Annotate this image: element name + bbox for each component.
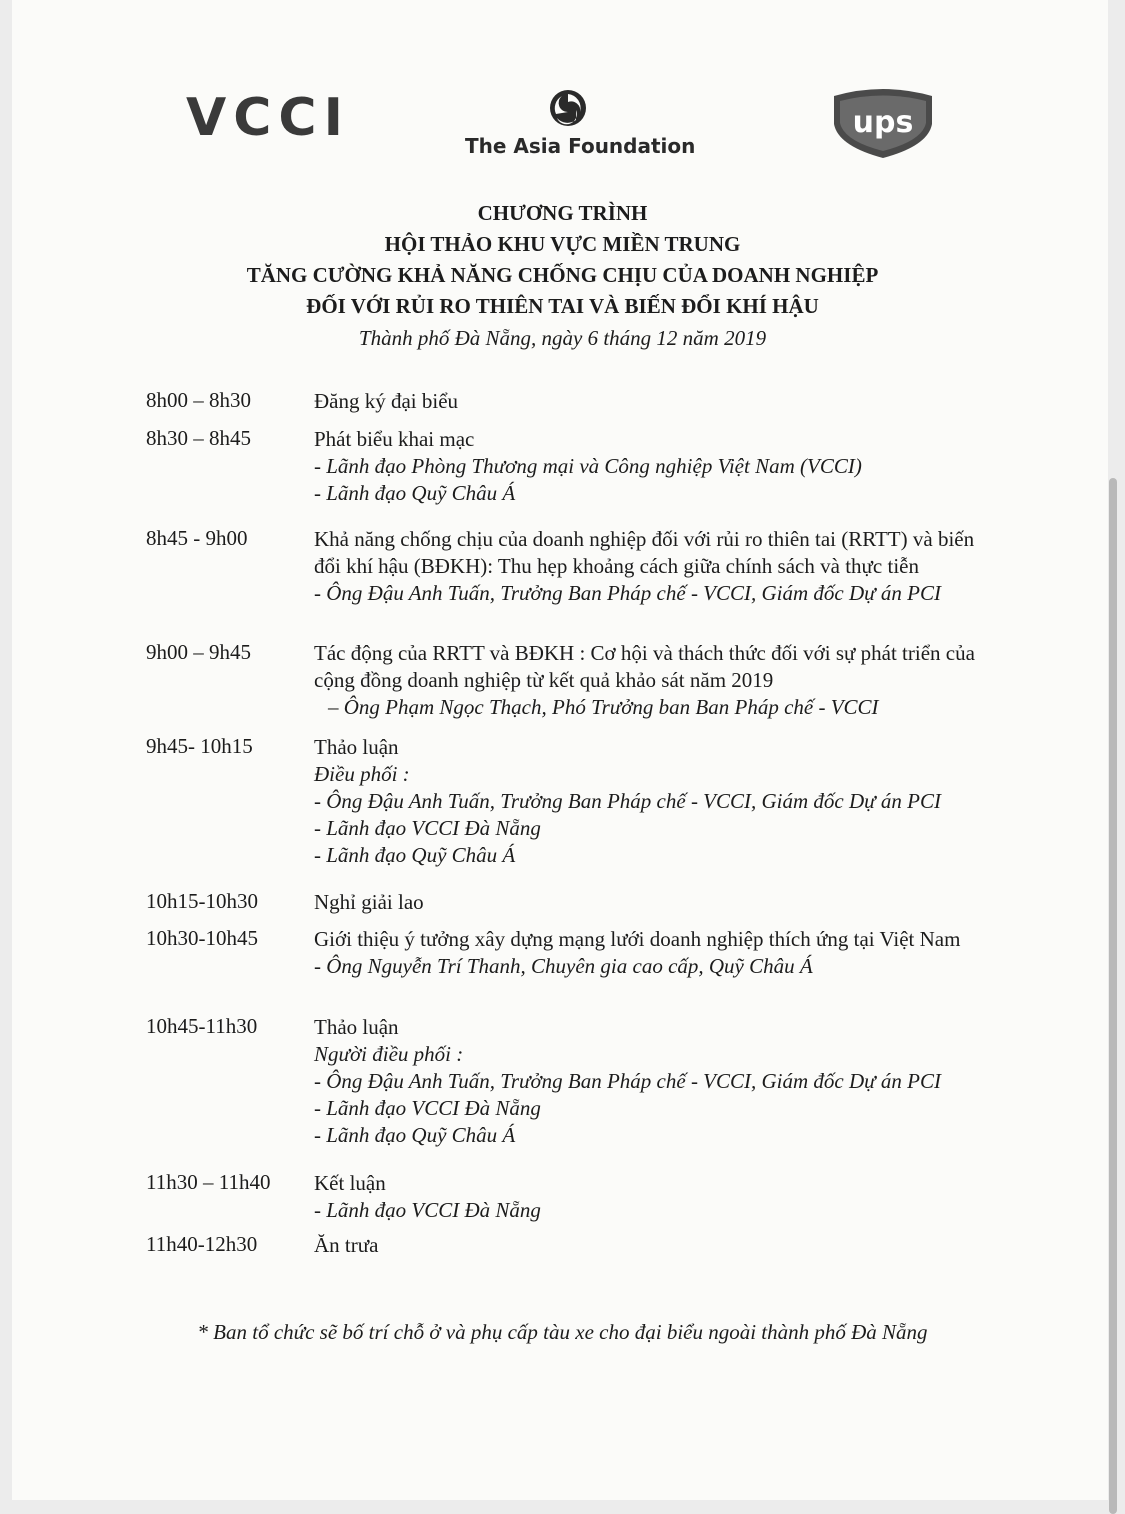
vcci-logo: VCCI	[186, 88, 350, 148]
agenda-topic-line: Tác động của RRTT và BĐKH : Cơ hội và thách thức đối với sự phát triển của cộng đồng doanh nghiệp từ kết quả khảo sát năm 2019	[314, 641, 975, 692]
agenda-time: 9h45- 10h15	[146, 734, 253, 758]
ups-logo	[828, 88, 938, 165]
document-title-block	[0, 198, 1125, 354]
agenda-speaker-line: - Ông Đậu Anh Tuấn, Trưởng Ban Pháp chế - VCCI, Giám đốc Dự án PCI	[314, 789, 941, 813]
agenda-description	[314, 1232, 984, 1259]
agenda-topic-line: Giới thiệu ý tưởng xây dựng mạng lưới doanh nghiệp thích ứng tại Việt Nam	[314, 927, 961, 951]
agenda-speaker-line: - Ông Nguyễn Trí Thanh, Chuyên gia cao cấp, Quỹ Châu Á	[314, 954, 813, 978]
agenda-description	[314, 1170, 984, 1224]
title-line-2: HỘI THẢO KHU VỰC MIỀN TRUNG	[384, 232, 741, 256]
agenda-speaker-line: – Ông Phạm Ngọc Thạch, Phó Trưởng ban Ban Pháp chế - VCCI	[328, 695, 879, 719]
asia-foundation-emblem-icon	[548, 88, 588, 128]
agenda-time: 11h40-12h30	[146, 1232, 258, 1256]
agenda-time: 8h30 – 8h45	[146, 426, 251, 450]
agenda-topic-line: Đăng ký đại biểu	[314, 389, 459, 413]
title-line-4: ĐỐI VỚI RỦI RO THIÊN TAI VÀ BIẾN ĐỔI KHÍ HẬU	[306, 294, 819, 318]
agenda-description	[314, 426, 984, 507]
agenda-speaker-line: - Ông Đậu Anh Tuấn, Trưởng Ban Pháp chế - VCCI, Giám đốc Dự án PCI	[314, 581, 941, 605]
agenda-time: 10h30-10h45	[146, 926, 258, 950]
agenda-time: 10h45-11h30	[146, 1014, 258, 1038]
agenda-speaker-line: - Lãnh đạo VCCI Đà Nẵng	[314, 816, 541, 840]
agenda-topic-line: Nghỉ giải lao	[314, 890, 424, 914]
footnote: * Ban tổ chức sẽ bố trí chỗ ở và phụ cấp tàu xe cho đại biểu ngoài thành phố Đà Nẵng	[197, 1320, 928, 1344]
agenda-description	[314, 889, 984, 916]
agenda-topic-line: Thảo luận	[314, 1015, 399, 1039]
agenda-description	[314, 926, 984, 980]
agenda-time: 11h30 – 11h40	[146, 1170, 271, 1194]
agenda-time: 8h45 - 9h00	[146, 526, 248, 550]
agenda-speaker-line: - Lãnh đạo VCCI Đà Nẵng	[314, 1096, 541, 1120]
asia-foundation-logo	[465, 88, 696, 158]
agenda-description	[314, 388, 984, 415]
ups-logo-text: ups	[852, 105, 914, 140]
agenda-description	[314, 640, 984, 721]
agenda-topic-line: Khả năng chống chịu của doanh nghiệp đối với rủi ro thiên tai (RRTT) và biến đổi khí hậu (BĐKH): Thu hẹp khoảng cách giữa chính sách và thực tiễn	[314, 527, 975, 578]
agenda-topic-line: Kết luận	[314, 1171, 386, 1195]
agenda-speaker-line: Người điều phối :	[314, 1042, 464, 1066]
agenda-description	[314, 1014, 984, 1149]
agenda-speaker-line: - Ông Đậu Anh Tuấn, Trưởng Ban Pháp chế - VCCI, Giám đốc Dự án PCI	[314, 1069, 941, 1093]
agenda-speaker-line: - Lãnh đạo Quỹ Châu Á	[314, 1123, 516, 1147]
asia-foundation-name: The Asia Foundation	[465, 134, 696, 158]
scrollbar[interactable]	[1109, 478, 1117, 1514]
agenda-speaker-line: - Lãnh đạo Quỹ Châu Á	[314, 481, 516, 505]
agenda-time: 10h15-10h30	[146, 889, 258, 913]
agenda-speaker-line: - Lãnh đạo VCCI Đà Nẵng	[314, 1198, 541, 1222]
agenda-time: 8h00 – 8h30	[146, 388, 251, 412]
title-line-3: TĂNG CƯỜNG KHẢ NĂNG CHỐNG CHỊU CỦA DOANH NGHIỆP	[246, 263, 879, 287]
agenda-description	[314, 526, 984, 607]
title-line-1: CHƯƠNG TRÌNH	[477, 201, 648, 225]
agenda-description	[314, 734, 984, 869]
agenda-topic-line: Phát biểu khai mạc	[314, 427, 475, 451]
date-location-line: Thành phố Đà Nẵng, ngày 6 tháng 12 năm 2019	[358, 326, 767, 350]
agenda-speaker-line: - Lãnh đạo Quỹ Châu Á	[314, 843, 516, 867]
agenda-time: 9h00 – 9h45	[146, 640, 251, 664]
agenda-topic-line: Thảo luận	[314, 735, 399, 759]
agenda-topic-line: Ăn trưa	[314, 1233, 379, 1257]
agenda-speaker-line: Điều phối :	[314, 762, 410, 786]
agenda-speaker-line: - Lãnh đạo Phòng Thương mại và Công nghiệp Việt Nam (VCCI)	[314, 454, 862, 478]
